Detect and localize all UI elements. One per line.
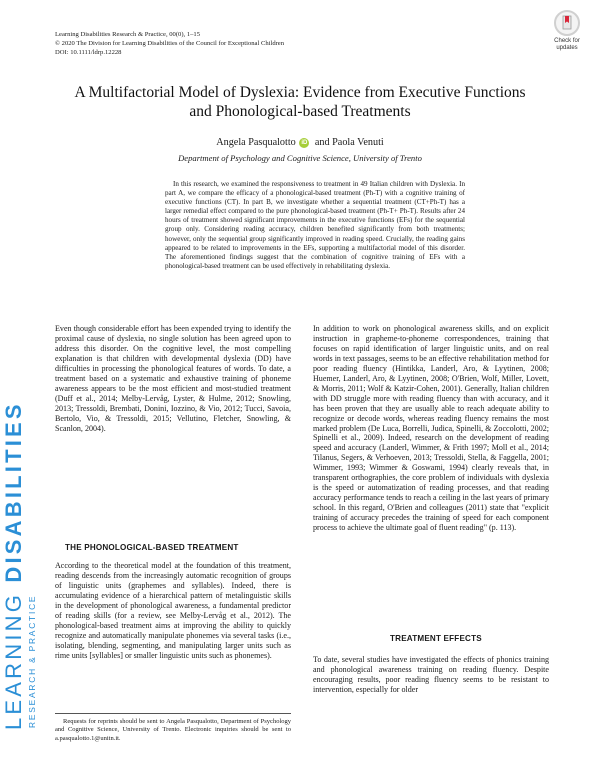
badge-label-line2: updates <box>556 45 578 51</box>
bookmark-icon <box>554 10 580 36</box>
footnote-divider <box>55 713 291 714</box>
body-column-left <box>55 324 291 433</box>
treatment-effects-paragraph: To date, several studies have investigated the effects of phonics training and phonological awareness training on reading fluency. Despite encouraging results, poor reading fluency seems to be resistant to intervention, especially for older <box>313 655 549 694</box>
title-line-2: and Phonological-based Treatments <box>189 103 411 120</box>
correspondence-footnote: Requests for reprints should be sent to Angela Pasqualotto, Department of Psychology and Cognitive Science, University of Trento. Electronic inquiries should be sent to a.pasqualotto.1@unitn.it. <box>55 718 291 742</box>
badge-label-line1: Check for <box>554 38 580 44</box>
body-column-right <box>313 324 549 533</box>
author-list <box>55 137 545 149</box>
section-heading-treatment-effects: TREATMENT EFFECTS <box>390 634 482 643</box>
phonological-paragraph: According to the theoretical model at the foundation of this treatment, reading descends from the increasingly automatic recognition of groups of linguistic units (graphemes and syllables). Indeed, there is accumulating evidence of a hierarchical pattern of metalinguistic skills in the development of phonological awareness, a fundamental predictor of reading skills (for a review, see Melby-Lervåg et al., 2012). The phonological-based treatment aims at improving the ability to quickly recognize and automatically manipulate phonemes via several tasks (i.e., isolating, blending, segmenting, and manipulating larger units such as rime units [syllables] or smaller linguistic units such as phonemes). <box>55 561 291 660</box>
logo-subtitle: RESEARCH & PRACTICE <box>27 594 37 728</box>
author-name: and Paola Venuti <box>314 137 384 148</box>
journal-side-logo <box>1 340 47 730</box>
check-for-updates-badge[interactable] <box>547 10 587 50</box>
copyright-notice: © 2020 The Division for Learning Disabilities of the Council for Exceptional Children <box>55 40 285 47</box>
journal-metadata <box>55 30 284 57</box>
intro-paragraph: Even though considerable effort has been expended trying to identify the proximal cause of dyslexia, no single solution has been agreed upon to address this disorder. On the cognitive level, the most compelling explanation is that children with developmental dyslexia (DD) have difficulties in processing the phonological features of words. To date, a treatment based on a systematic and exhaustive training of phoneme awareness appears to be the most efficient and most-studied treatment (Duff et al., 2014; Melby-Lervåg, Lyster, & Hulme, 2012; Snowling, 2013; Tressoldi, Brembati, Donini, Iozzino, & Vio, 2012; Tucci, Savoia, Bertolo, Vio, & Tressoldi, 2015; Vellutino, Fletcher, Snowling, & Scanlon, 2004). <box>55 324 291 433</box>
affiliation: Department of Psychology and Cognitive Science, University of Trento <box>178 153 422 163</box>
article-title <box>55 83 545 121</box>
logo-word-disabilities: DISABILITIES <box>1 401 26 583</box>
abstract <box>165 180 465 271</box>
journal-citation: Learning Disabilities Research & Practice, 00(0), 1–15 <box>55 31 201 38</box>
section-heading-phonological: THE PHONOLOGICAL-BASED TREATMENT <box>65 543 239 552</box>
doi: DOI: 10.1111/ldrp.12228 <box>55 49 122 56</box>
title-line-1: A Multifactorial Model of Dyslexia: Evidence from Executive Functions <box>74 84 526 101</box>
orcid-icon[interactable]: iD <box>301 140 308 146</box>
author-name: Angela Pasqualotto <box>216 137 296 148</box>
logo-word-learning: LEARNING <box>1 591 26 730</box>
abstract-text: In this research, we examined the responsiveness to treatment in 49 Italian children with Dyslexia. In part A, we compare the efficacy of a phonological-based treatment (Ph-T) with a cognitive training of executive functions (CT). In part B, we investigate whether a sequential treatment (CT+Ph-T) has a larger remedial effect compared to the pure phonological-based treatment (Ph-T+ Ph-T). Results after 24 hours of treatment showed significant improvements in the executive functions (EFs) for the sequential group only. Considering reading accuracy, children benefited significantly from both treatments; however, only the sequential group significantly improved in reading speed. Crucially, the reading gains appeared to be related to improvements in the EFs, supporting a multifactorial model of this disorder. The aforementioned findings suggest that the combination of cognitive training of EFs with a phonological-based treatment can be used effectively in rehabilitating dyslexia. <box>165 180 465 270</box>
fluency-paragraph: In addition to work on phonological awareness skills, and on explicit instruction in grapheme-to-phoneme correspondences, training that focuses on rapid identification of larger linguistic units, and on real words in text passages, seems to be an effective rehabilitation method for poor reading fluency (Hintikka, Landerl, Aro, & Lyytinen, 2008; Huemer, Landerl, Aro, & Lyytinen, 2008; O'Brien, Wolf, Miller, Lovett, & Morris, 2011; Wolf & Katzir-Cohen, 2001). Generally, Italian children with DD struggle more with reading fluency than with accuracy, and it has been proven that they are usually able to reach adequate ability to recognize or decode words, whereas reading fluency remains the most marked problem (De Luca, Borrelli, Judica, Spinelli, & Zoccolotti, 2002; Spinelli et al., 2009). Indeed, research on the development of reading speed and accuracy (Landerl, Wimmer, & Frith 1997; Moll et al., 2014; Tilanus, Segers, & Verhoeven, 2013; Tressoldi, Stella, & Faggella, 2001; Wimmer, 1993; Wimmer & Goswami, 1994) clearly reveals that, in transparent orthographies, the core problem of individuals with dyslexia is the speed or automatization of reading processes, and that reading accuracy performance tends to reach a ceiling in the last years of primary school. In this regard, O'Brien and colleagues (2011) state that "explicit training of accuracy precedes the training of speed for each component process to achieve the ultimate goal of fluent reading" (p. 113). <box>313 324 549 533</box>
